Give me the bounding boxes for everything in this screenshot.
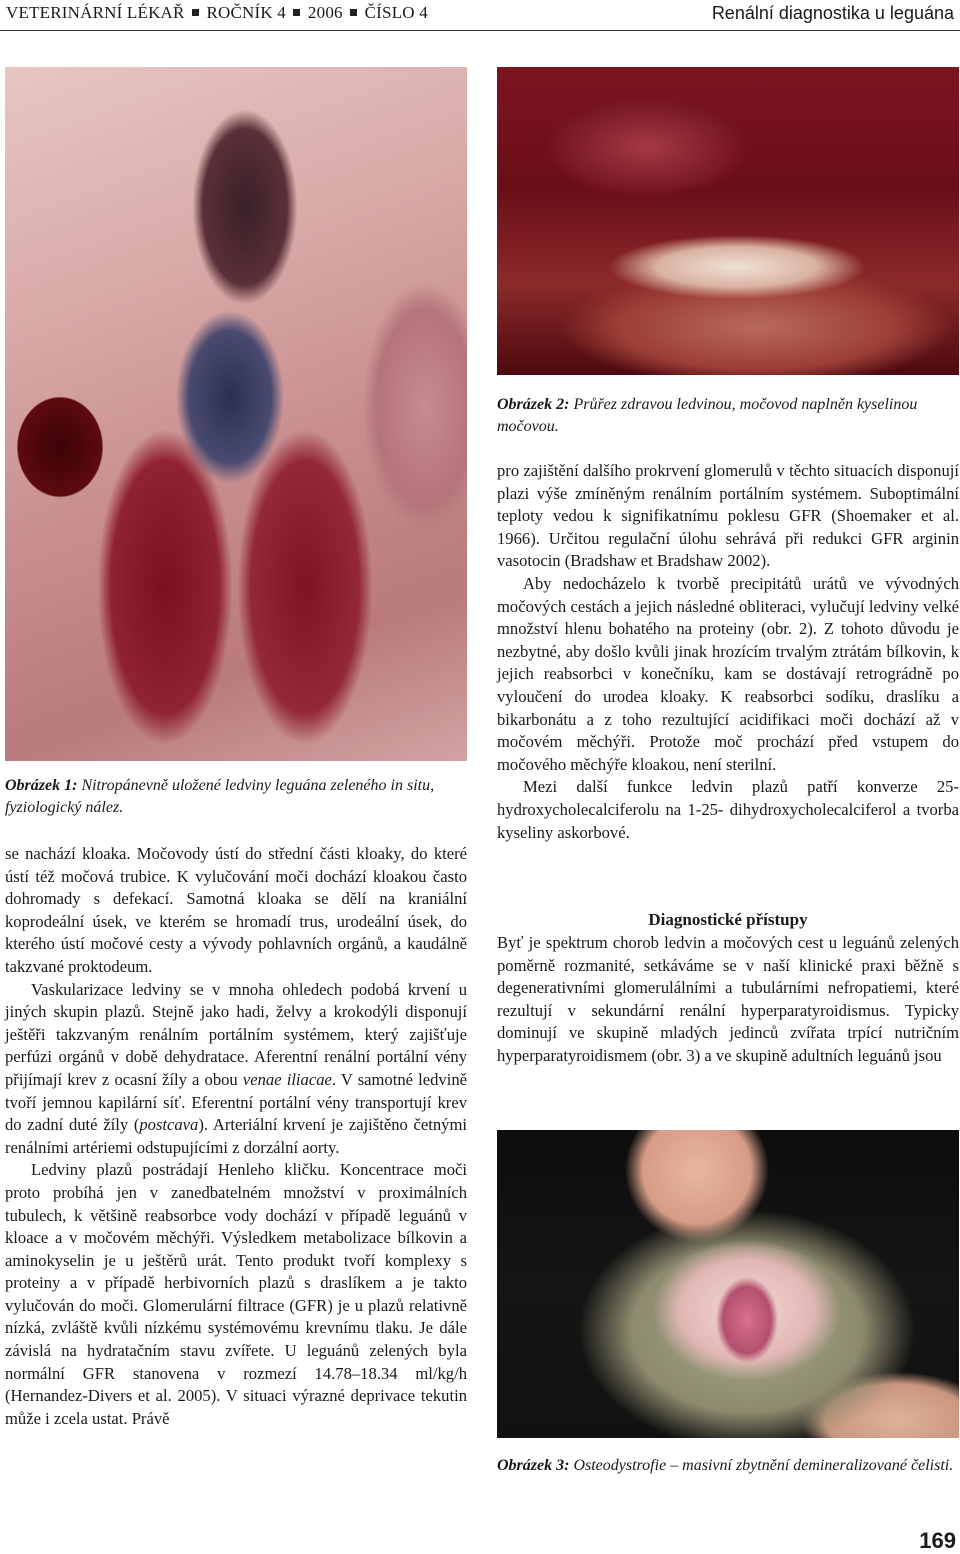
figure-caption-text: Průřez zdravou ledvinou, močovod naplněn kyselinou močovou. xyxy=(497,396,918,435)
figure-2-photo xyxy=(497,67,959,375)
figure-1-photo xyxy=(5,67,467,761)
paragraph: Mezi další funkce ledvin plazů patří konverze 25-hydroxycholecalciferolu na 1-25- dihydroxycholecalciferol a tvorba kyseliny askorbové. xyxy=(497,777,959,842)
text-run: . V samotné ledvině tvoří jemnou kapilární síť. Eferentní portální vény transportují krev do zadní duté žíly ( xyxy=(5,1069,467,1135)
text-run: Vaskularizace ledviny se v mnoha ohledech podobá krvení u jiných skupin plazů. Stejně jako hadi, želvy a krokodýli disponují ještěři takzvaným renálním portálním systémem, který zajišťuje perfúzi orgánů v době dehydratace. Aferentní renální portální vény přijímají krev z ocasní žíly a obou xyxy=(5,979,467,1089)
figure-2-caption xyxy=(497,394,959,438)
journal-name: VETERINÁRNÍ LÉKAŘ xyxy=(6,3,185,22)
figure-caption-text: Osteodystrofie – masivní zbytnění demineralizované čelisti. xyxy=(573,1457,954,1474)
figure-label: Obrázek 3: xyxy=(497,1457,570,1474)
figure-3-photo xyxy=(497,1130,959,1438)
separator-square-icon xyxy=(350,9,357,16)
right-column-text-top xyxy=(497,460,959,844)
article-title: Renální diagnostika u leguána xyxy=(711,3,954,23)
left-column-text xyxy=(5,843,467,1430)
separator-square-icon xyxy=(293,9,300,16)
right-column-text-bottom xyxy=(497,932,959,1068)
journal-volume: ROČNÍK 4 xyxy=(206,3,287,22)
figure-caption-text: Nitropánevně uložené ledviny leguána zeleného in situ, fyziologický nález. xyxy=(5,777,435,816)
figure-label: Obrázek 2: xyxy=(497,396,570,413)
journal-year: 2006 xyxy=(307,3,343,22)
journal-issue: ČÍSLO 4 xyxy=(364,3,428,22)
paragraph: Ledviny plazů postrádají Henleho kličku. Koncentrace moči proto probíhá jen v zanedbatelném množství v proximálních tubulech, k většině reabsorbce vody dochází v případě leguánů v kloace a v močovém měchýři. Výsledkem metabolizace bílkovin a aminokyselin je u ještěrů urát. Tento produkt tvoří komplexy s proteiny a v případě herbivorních plazů s draslíkem a je takto vylučován do moči. Glomerulární filtrace (GFR) je u plazů relativně nízká, zvláště kvůli nízkému systémovému krevnímu tlaku. Je dále závislá na hydratačním stavu zvířete. U leguánů zelených byla normální GFR stanovena v rozmezí 14.78–18.34 ml/kg/h (Hernandez-Divers et al. 2005). V situaci výrazné deprivace tekutin může i zcela ustat. Právě xyxy=(5,1160,467,1428)
figure-label: Obrázek 1: xyxy=(5,777,78,794)
journal-info xyxy=(6,3,428,23)
paragraph xyxy=(5,979,467,1160)
latin-term: postcava xyxy=(139,1115,199,1135)
paragraph: se nachází kloaka. Močovody ústí do střední části kloaky, do které ústí též močová trubice. K vylučování moči dochází kloakou často dohromady s defekací. Samotná kloaka se dělí na kraniální koprodeální úsek, ve kterém se hromadí trus, urodeální úsek, do kterého ústí močové cesty a vývody pohlavních orgánů, a kaudálně takzvané proktodeum. xyxy=(5,844,467,976)
paragraph: pro zajištění dalšího prokrvení glomerulů v těchto situacích disponují plazi výše zmíněným renálním portálním systémem. Suboptimální teploty vedou k signifikatnímu poklesu GFR (Shoemaker et al. 1966). Určitou regulační úlohu sehrává při redukci GFR arginin vasotocin (Bradshaw et Bradshaw 2002). xyxy=(497,461,959,571)
page-number: 169 xyxy=(919,1528,956,1553)
paragraph: Byť je spektrum chorob ledvin a močových cest u leguánů zelených poměrně rozmanité, setkáváme se v naší klinické praxi běžně s degenerativními glomerulálními a tubulárními nefropatiemi, které rezultují v sekundární renální hyperparatyroidismus. Typicky dominují ve skupině mladých jedinců zvířata trpící nutričním hyperparatyroidismem (obr. 3) a ve skupině adultních leguánů jsou xyxy=(497,933,959,1065)
text-run: ). Arteriální krvení je zajištěno četnými renálními artériemi odstupujícími z dorzální aorty. xyxy=(5,1115,467,1157)
section-heading: Diagnostické přístupy xyxy=(648,910,808,929)
figure-1-caption xyxy=(5,775,467,819)
paragraph: Aby nedocházelo k tvorbě precipitátů urátů ve vývodných močových cestách a jejich následné obliteraci, vylučují ledviny velké množství hlenu bohatého na proteiny (obr. 2). Z tohoto důvodu je nezbytné, aby došlo kvůli jinak hrozícím trvalým ztrátám bílkovin, k jejich reabsorbci v konečníku, kam se dostávají retrográdně po vyloučení do urodea kloaky. K reabsorbci sodíku, draslíku a bikarbonátu a z toho rezultující acidifikaci moči dochází až v močovém měchýři. Protože moč prochází před vstupem do močového měchýře kloakou, není sterilní. xyxy=(497,573,959,774)
separator-square-icon xyxy=(192,9,199,16)
figure-3-caption xyxy=(497,1455,959,1477)
running-header xyxy=(0,0,960,31)
latin-term: venae iliacae xyxy=(242,1069,332,1089)
